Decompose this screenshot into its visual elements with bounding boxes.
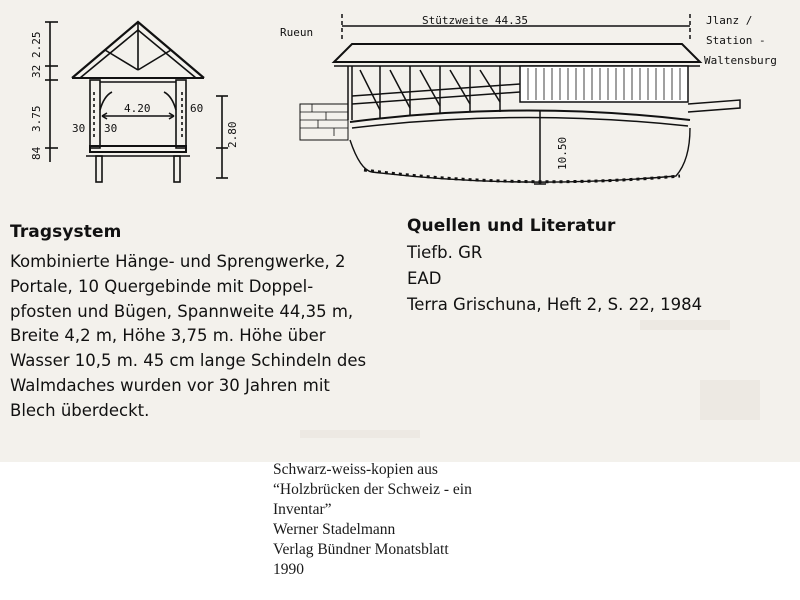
quellen-title: Quellen und Literatur [407,216,616,236]
label-height-10-50: 10.50 [556,136,569,170]
dim-84: 84 [30,146,43,160]
caption-line: Schwarz-weiss-kopien aus [273,461,438,478]
tragsystem-line: Portale, 10 Quergebinde mit Doppel- [10,276,314,296]
dim-60: 60 [190,102,204,115]
quellen-item: EAD [407,269,442,288]
bleed-through-mark [700,380,760,420]
caption-line: Werner Stadelmann [273,521,396,538]
caption-line: Verlag Bündner Monatsblatt [273,541,449,558]
dim-2-80: 2.80 [226,121,239,148]
cross-section-labels [30,32,239,161]
tragsystem-line: Walmdaches wurden vor 30 Jahren mit [10,375,330,395]
caption-line: 1990 [273,561,304,578]
dim-2-25: 2.25 [30,31,43,58]
dim-4-20: 4.20 [124,102,151,115]
tragsystem-line: Wasser 10,5 m. 45 cm lange Schindeln des [10,351,367,371]
tragsystem-line: Blech überdeckt. [10,400,150,420]
caption-line: Inventar” [273,501,332,518]
elevation-drawing [300,14,740,184]
dim-30-mid: 30 [104,122,118,135]
dim-3-75: 3.75 [30,105,43,132]
tragsystem-line: pfosten und Bügen, Spannweite 44,35 m, [10,301,354,321]
bleed-through-mark [300,430,420,438]
source-caption [273,460,472,580]
quellen-list [407,240,702,318]
tragsystem-body [10,250,388,424]
tragsystem-line: Kombinierte Hänge- und Sprengwerke, 2 [10,252,346,271]
quellen-item: Tiefb. GR [407,243,483,262]
tragsystem-title: Tragsystem [10,222,122,242]
dim-30-left: 30 [72,122,86,135]
dim-32: 32 [30,64,43,78]
caption-line: “Holzbrücken der Schweiz - ein [273,481,472,498]
label-rueun: Rueun [280,26,314,39]
label-station: Station - [706,34,766,47]
tragsystem-line: Breite 4,2 m, Höhe 3,75 m. Höhe über [10,326,326,346]
quellen-item: Terra Grischuna, Heft 2, S. 22, 1984 [407,295,703,314]
bridge-drawings [0,0,800,200]
label-waltensburg: Waltensburg [704,54,777,67]
label-ilanz: Jlanz / [706,14,753,27]
bleed-through-mark [640,320,730,330]
label-stuetzweite: Stützweite 44.35 [422,14,528,27]
